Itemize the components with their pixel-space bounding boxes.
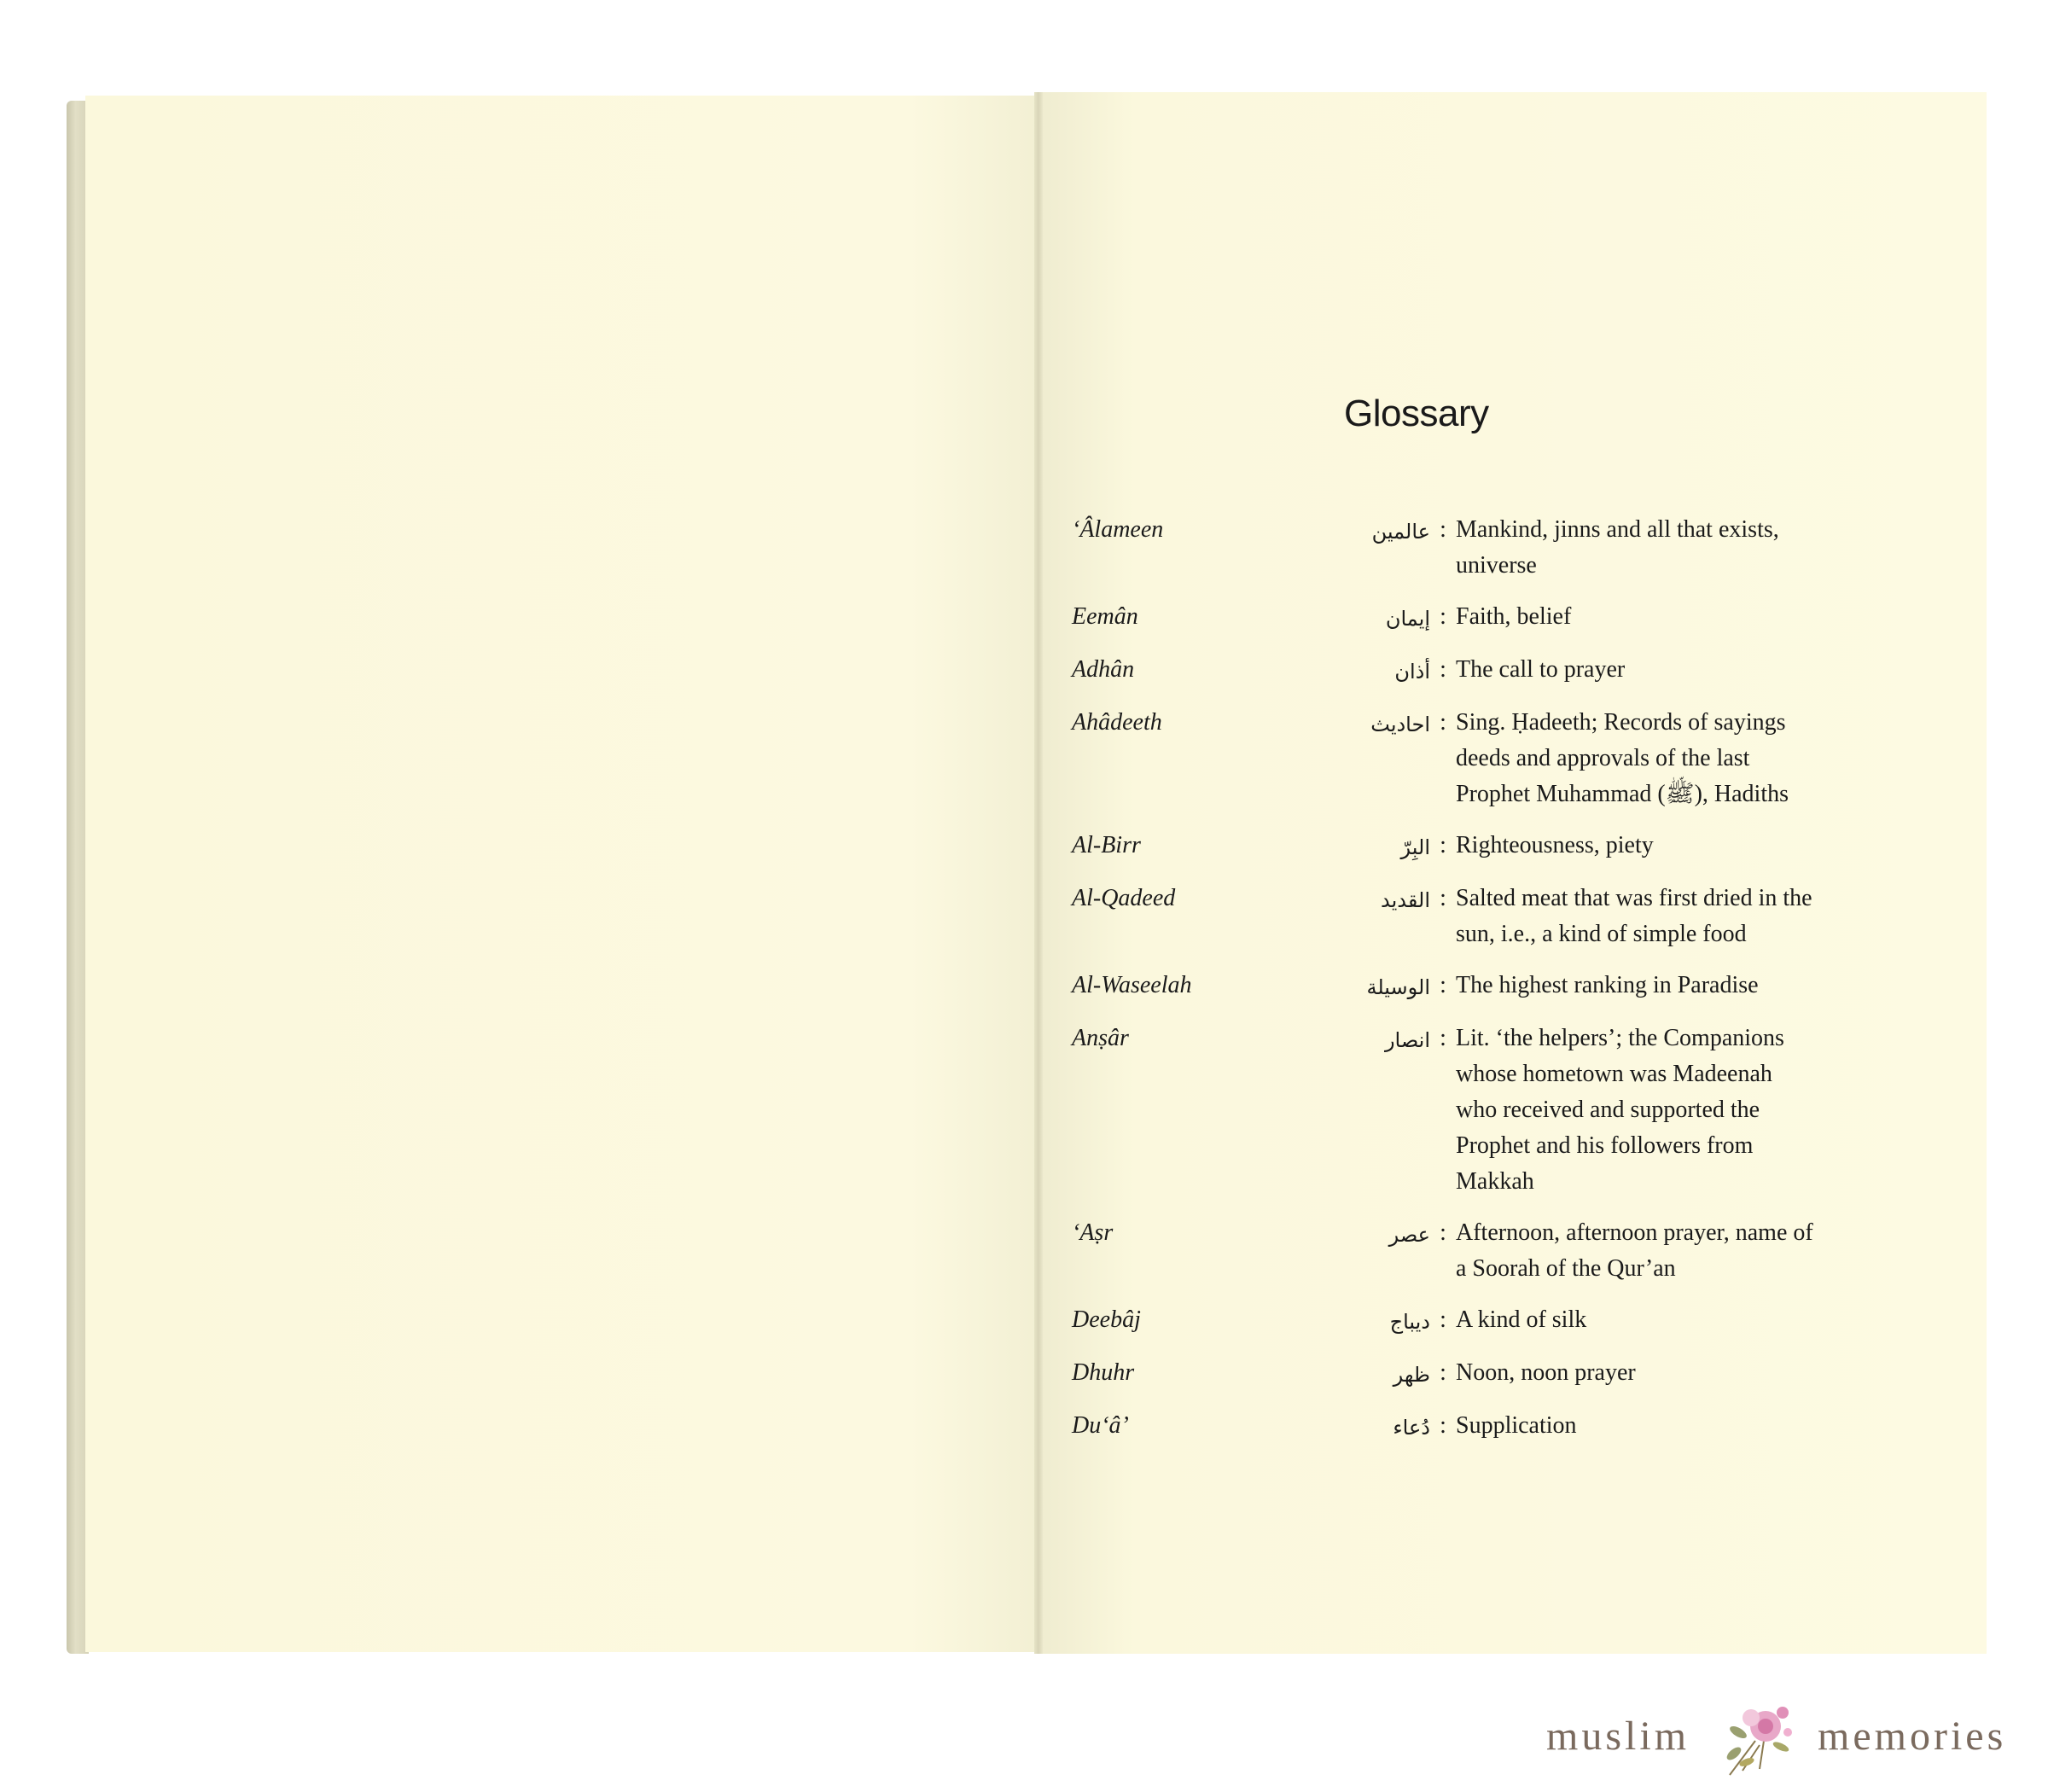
entry-colon: :	[1440, 603, 1446, 630]
glossary-entry	[1072, 1302, 1840, 1340]
entry-term: Al-Birr	[1072, 832, 1141, 858]
entry-colon: :	[1440, 1219, 1446, 1246]
glossary-list	[1072, 512, 1840, 1461]
entry-arabic: البِرّ	[1400, 835, 1430, 859]
entry-arabic: الوسيلة	[1366, 975, 1430, 999]
entry-colon: :	[1440, 1306, 1446, 1333]
entry-definition: Supplication	[1456, 1412, 1577, 1439]
entry-arabic: إيمان	[1385, 607, 1430, 631]
book-gutter	[1034, 92, 1043, 1654]
glossary-entry	[1072, 652, 1840, 689]
entry-arabic: ظهر	[1393, 1363, 1430, 1387]
glossary-entry	[1072, 1021, 1840, 1200]
entry-arabic: عصر	[1388, 1223, 1430, 1247]
entry-arabic: ديباج	[1389, 1310, 1430, 1334]
entry-definition: Noon, noon prayer	[1456, 1359, 1636, 1386]
entry-term: Al-Qadeed	[1072, 885, 1176, 911]
entry-term: ‘Aṣr	[1072, 1219, 1114, 1246]
watermark	[1546, 1694, 2041, 1779]
entry-term: Al-Waseelah	[1072, 972, 1192, 998]
watermark-word-right: memories	[1818, 1713, 2007, 1759]
glossary-entry	[1072, 1215, 1840, 1287]
glossary-entry	[1072, 512, 1840, 584]
entry-definition: Afternoon, afternoon prayer, name of a Soorah of the Qur’an	[1456, 1219, 1813, 1282]
entry-colon: :	[1440, 1359, 1446, 1386]
entry-colon: :	[1440, 709, 1446, 736]
entry-definition: Mankind, jinns and all that exists, universe	[1456, 516, 1779, 579]
entry-arabic: أذان	[1394, 660, 1430, 684]
left-page	[85, 96, 1055, 1652]
entry-colon: :	[1440, 885, 1446, 911]
flower-bouquet-icon	[1713, 1694, 1807, 1779]
glossary-entry	[1072, 1355, 1840, 1393]
glossary-entry	[1072, 828, 1840, 865]
entry-definition: Salted meat that was first dried in the sun, i.e., a kind of simple food	[1456, 885, 1812, 947]
entry-definition: Sing. Ḥadeeth; Records of sayings deeds and approvals of the last Prophet Muhammad (ﷺ), Hadiths	[1456, 709, 1789, 807]
entry-arabic: دُعاء	[1393, 1416, 1430, 1440]
entry-term: Anṣâr	[1072, 1025, 1129, 1051]
entry-term: Deebâj	[1072, 1306, 1141, 1333]
page-title: Glossary	[1344, 393, 1489, 434]
entry-colon: :	[1440, 516, 1446, 543]
entry-definition: The call to prayer	[1456, 656, 1626, 683]
entry-term: Adhân	[1072, 656, 1135, 683]
entry-term: Du‘â’	[1072, 1412, 1129, 1439]
entry-colon: :	[1440, 1025, 1446, 1051]
entry-definition: Righteousness, piety	[1456, 832, 1654, 858]
entry-arabic: احاديث	[1370, 713, 1430, 736]
entry-arabic: انصار	[1384, 1028, 1430, 1052]
entry-term: Eemân	[1072, 603, 1138, 630]
glossary-entry	[1072, 1408, 1840, 1446]
entry-term: ‘Âlameen	[1072, 516, 1164, 543]
entry-colon: :	[1440, 972, 1446, 998]
entry-arabic: القديد	[1381, 888, 1430, 912]
entry-colon: :	[1440, 832, 1446, 858]
watermark-word-left: muslim	[1546, 1713, 1690, 1759]
glossary-entry	[1072, 705, 1840, 812]
entry-term: Ahâdeeth	[1072, 709, 1162, 736]
entry-colon: :	[1440, 656, 1446, 683]
entry-term: Dhuhr	[1072, 1359, 1135, 1386]
entry-arabic: عالمين	[1371, 520, 1430, 544]
glossary-entry	[1072, 599, 1840, 637]
entry-definition: Faith, belief	[1456, 603, 1572, 630]
glossary-entry	[1072, 881, 1840, 952]
entry-definition: Lit. ‘the helpers’; the Companions whose hometown was Madeenah who received and supported the Prophet and his followers from Makkah	[1456, 1025, 1784, 1195]
glossary-entry	[1072, 968, 1840, 1005]
entry-definition: The highest ranking in Paradise	[1456, 972, 1759, 998]
entry-colon: :	[1440, 1412, 1446, 1439]
entry-definition: A kind of silk	[1456, 1306, 1587, 1333]
